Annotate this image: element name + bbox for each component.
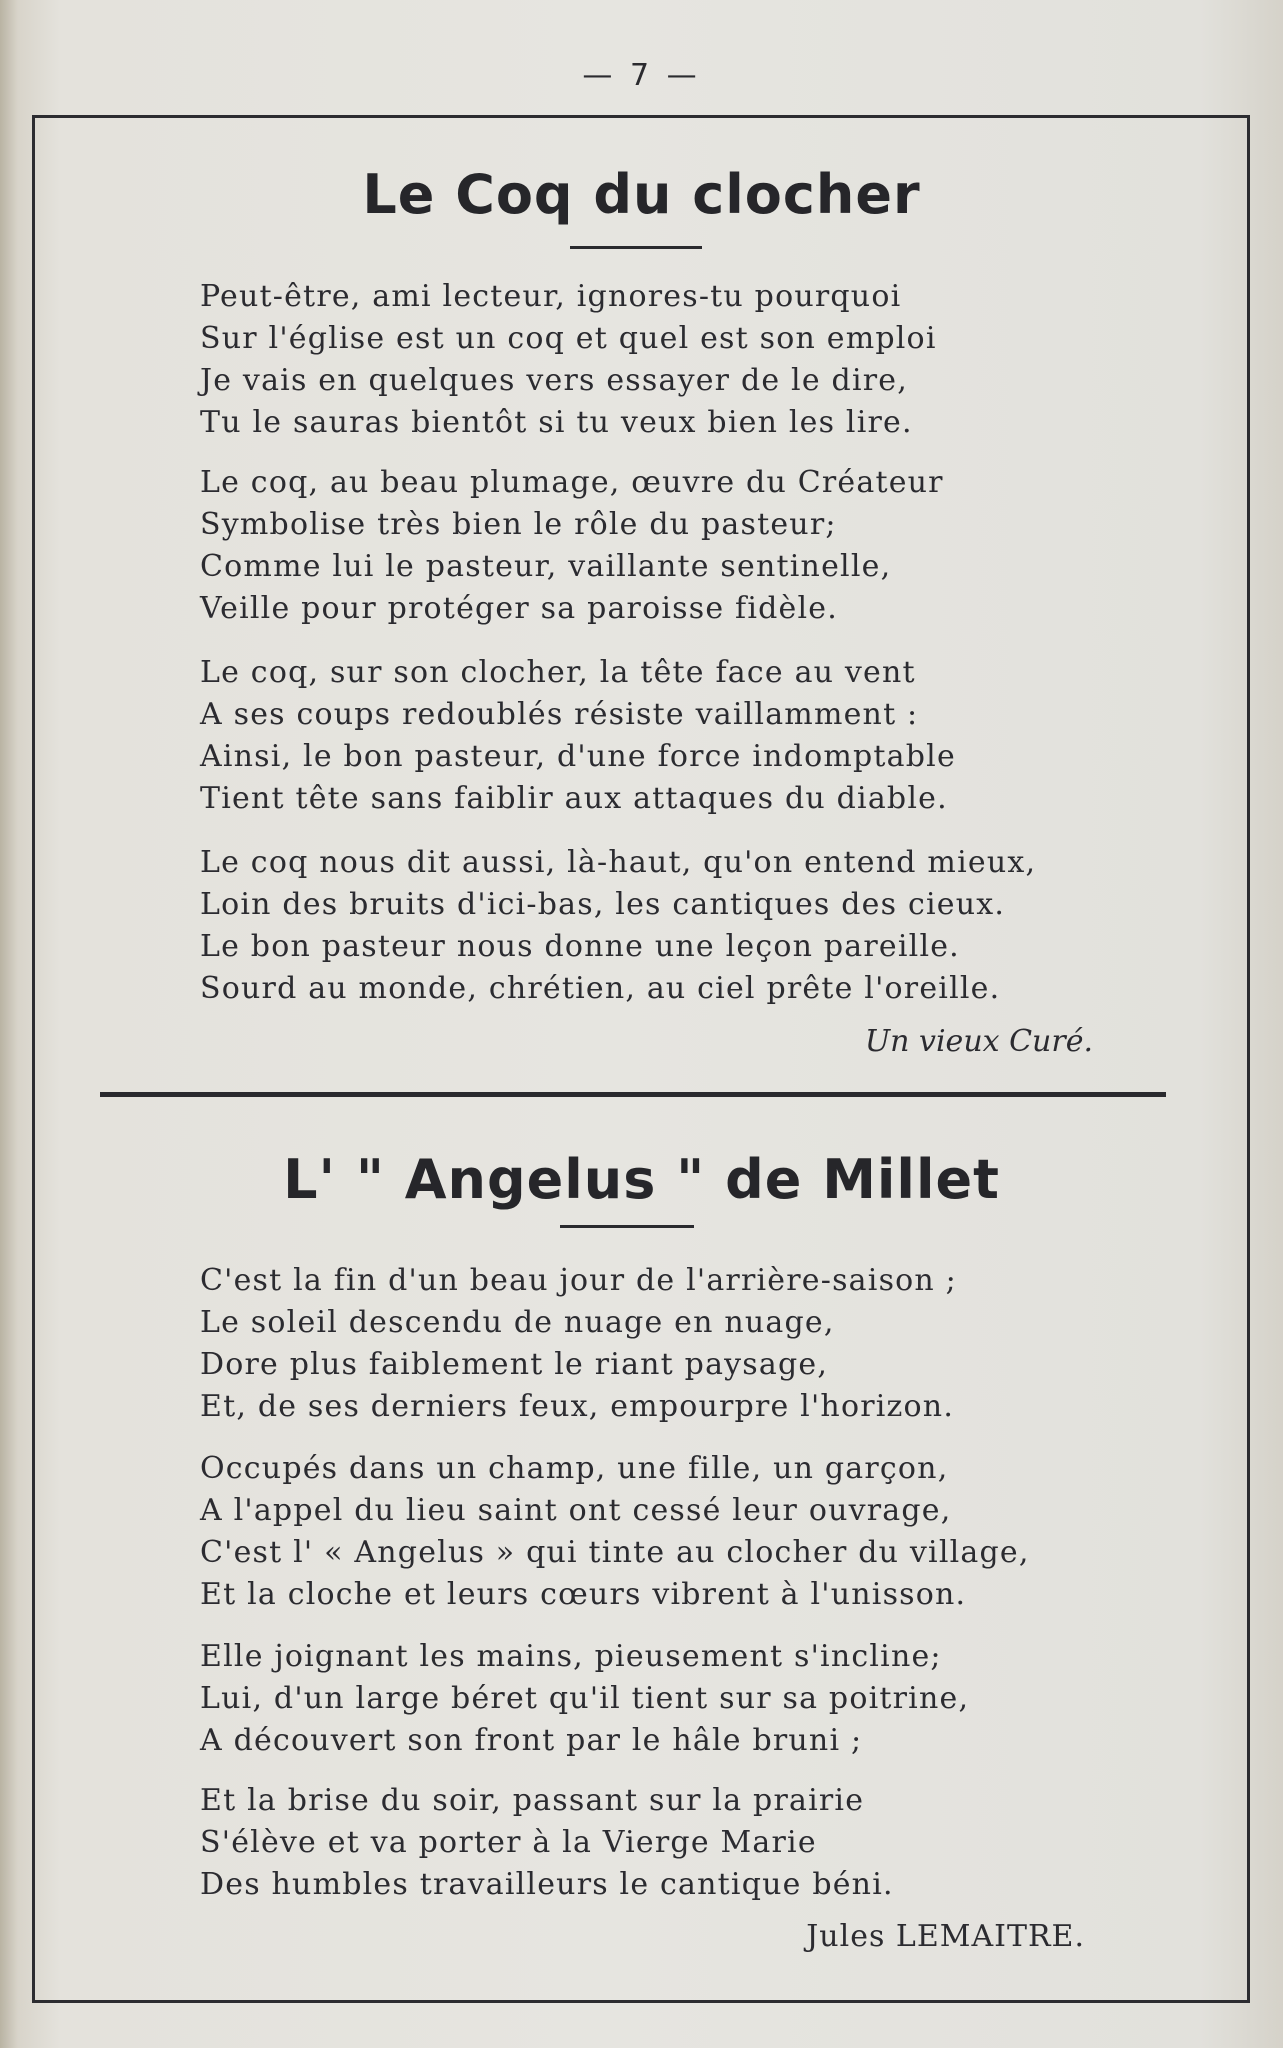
stanza-2-4 — [200, 1780, 894, 1906]
verse: Occupés dans un champ, une fille, un garçon, — [200, 1451, 949, 1486]
verse: C'est l' « Angelus » qui tinte au clocher du village, — [200, 1535, 1030, 1570]
verse: Tu le sauras bientôt si tu veux bien les lire. — [200, 405, 913, 440]
poem-title-angelus: L' " Angelus " de Millet — [283, 1148, 1000, 1211]
poem-title-coq: Le Coq du clocher — [362, 163, 921, 226]
stanza-1-3 — [200, 652, 956, 820]
verse: Ainsi, le bon pasteur, d'une force indomptable — [200, 739, 956, 774]
verse: A découvert son front par le hâle bruni ; — [200, 1723, 863, 1758]
section-separator — [100, 1092, 1166, 1097]
verse: C'est la fin d'un beau jour de l'arrière-saison ; — [200, 1263, 957, 1298]
stanza-2-2 — [200, 1448, 1030, 1616]
verse: Veille pour protéger sa paroisse fidèle. — [200, 591, 838, 626]
title-underline — [570, 246, 702, 249]
page-number: — 7 — — [582, 58, 701, 93]
verse: Comme lui le pasteur, vaillante sentinelle, — [200, 549, 892, 584]
verse: Le coq nous dit aussi, là-haut, qu'on entend mieux, — [200, 845, 1037, 880]
verse: A ses coups redoublés résiste vaillamment : — [200, 697, 919, 732]
verse: Et, de ses derniers feux, empourpre l'horizon. — [200, 1389, 955, 1424]
verse: Sur l'église est un coq et quel est son emploi — [200, 321, 937, 356]
stanza-1-4 — [200, 842, 1036, 1010]
signature-coq: Un vieux Curé. — [864, 1024, 1093, 1059]
verse: Et la cloche et leurs cœurs vibrent à l'unisson. — [200, 1577, 967, 1612]
verse: Je vais en quelques vers essayer de le dire, — [200, 363, 908, 398]
verse: Le coq, sur son clocher, la tête face au vent — [200, 655, 916, 690]
verse: Des humbles travailleurs le cantique béni. — [200, 1867, 894, 1902]
verse: Le coq, au beau plumage, œuvre du Créateur — [200, 465, 944, 500]
verse: Loin des bruits d'ici-bas, les cantiques des cieux. — [200, 887, 1006, 922]
verse: Peut-être, ami lecteur, ignores-tu pourquoi — [200, 279, 902, 314]
stanza-1-2 — [200, 462, 944, 630]
verse: Et la brise du soir, passant sur la prairie — [200, 1783, 865, 1818]
title-underline — [560, 1225, 694, 1228]
signature-lemaitre: Jules LEMAITRE. — [806, 1919, 1085, 1954]
stanza-2-1 — [200, 1260, 957, 1428]
stanza-2-3 — [200, 1636, 969, 1762]
verse: Symbolise très bien le rôle du pasteur; — [200, 507, 837, 542]
stanza-1-1 — [200, 276, 937, 444]
verse: Le soleil descendu de nuage en nuage, — [200, 1305, 835, 1340]
verse: Tient tête sans faiblir aux attaques du diable. — [200, 781, 948, 816]
verse: Lui, d'un large béret qu'il tient sur sa poitrine, — [200, 1681, 970, 1716]
verse: Dore plus faiblement le riant paysage, — [200, 1347, 829, 1382]
verse: Le bon pasteur nous donne une leçon pareille. — [200, 929, 960, 964]
verse: Sourd au monde, chrétien, au ciel prête l'oreille. — [200, 971, 1001, 1006]
verse: Elle joignant les mains, pieusement s'incline; — [200, 1639, 942, 1674]
verse: S'élève et va porter à la Vierge Marie — [200, 1825, 817, 1860]
verse: A l'appel du lieu saint ont cessé leur ouvrage, — [200, 1493, 952, 1528]
